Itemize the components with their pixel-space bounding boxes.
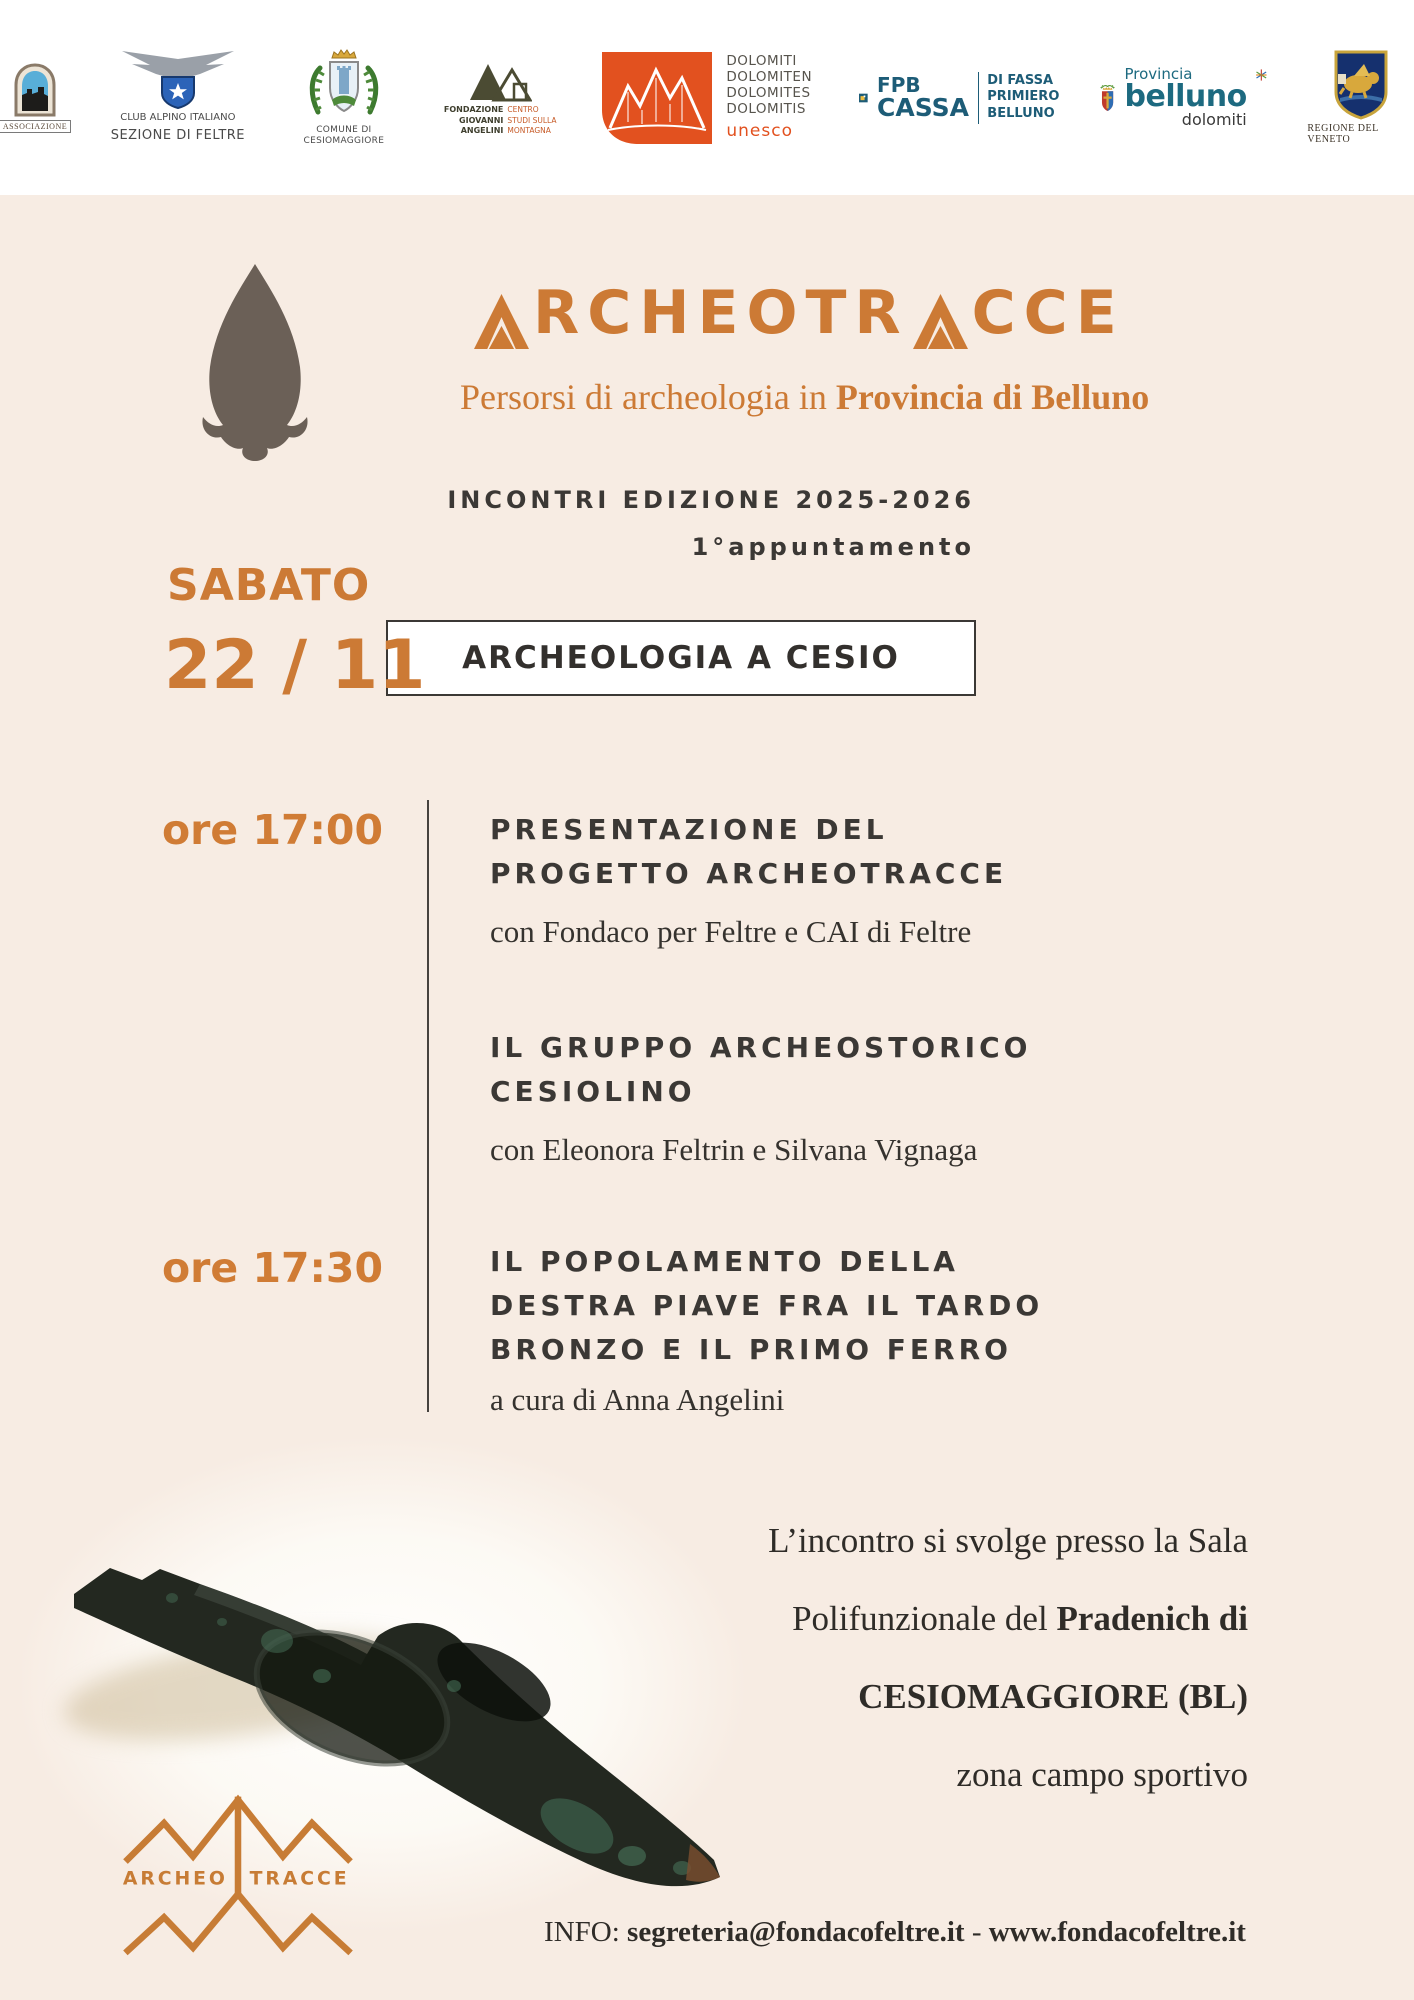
veneto-label: REGIONE DEL VENETO	[1307, 123, 1379, 145]
venue-line2	[560, 1580, 1248, 1658]
fpb-wordmark	[877, 72, 969, 122]
unesco-word-unesco: unesco	[726, 120, 793, 141]
fpb-line2: CASSA	[877, 92, 969, 122]
unesco-word-4: DOLOMITIS	[726, 100, 806, 117]
talk-3-title-line1: IL POPOLAMENTO DELLA	[490, 1245, 959, 1278]
provincia-line2: belluno	[1124, 79, 1247, 114]
angelini-r1: CENTRO	[507, 105, 539, 115]
coat-of-arms-icon	[308, 48, 380, 122]
venue-line1: L’incontro si svolge presso la Sala	[768, 1521, 1248, 1560]
provincia-wordmark	[1125, 67, 1247, 128]
talk-1-title	[490, 808, 1090, 896]
time-1700: ore 17:00	[162, 806, 383, 854]
eagle-shield-icon	[120, 51, 236, 109]
talk-1-speaker: con Fondaco per Feltre e CAI di Feltre	[490, 914, 972, 949]
angelini-line3: ANGELINI	[460, 126, 504, 136]
venue-line2-bold: Pradenich di	[1056, 1599, 1248, 1638]
info-separator: -	[964, 1916, 989, 1948]
fpb-squares-icon	[859, 70, 868, 126]
event-day: SABATO	[167, 560, 371, 611]
logo-fondazione-angelini	[442, 58, 558, 137]
talk-3-title-line3: BRONZO E IL PRIMO FERRO	[490, 1333, 1012, 1366]
mountain-a-glyph	[473, 294, 530, 349]
provincia-line3: dolomiti	[1181, 110, 1247, 129]
angelini-name	[444, 105, 504, 136]
arch-icon	[12, 63, 58, 117]
colored-star-icon	[1255, 58, 1268, 92]
title-letter: R	[533, 278, 588, 348]
event-date: 22 / 11	[164, 626, 426, 705]
venue-line4: zona campo sportivo	[956, 1755, 1248, 1794]
talk-3-title-line2: DESTRA PIAVE FRA IL TARDO	[490, 1289, 1044, 1322]
info-email: segreteria@fondacofeltre.it	[627, 1916, 965, 1948]
fpb-territory	[987, 73, 1059, 122]
sponsor-logo-band	[0, 0, 1414, 195]
angelini-r2: STUDI SULLA	[507, 115, 557, 125]
fpb-r1: DI FASSA	[987, 73, 1054, 89]
logo-fpb-cassa	[859, 70, 1059, 126]
talk-2-speaker: con Eleonora Feltrin e Silvana Vignaga	[490, 1132, 978, 1167]
edition-label: INCONTRI EDIZIONE 2025-2026	[447, 486, 975, 514]
talk-1-title-line2: PROGETTO ARCHEOTRACCE	[490, 857, 1008, 890]
logo-comune-cesiomaggiore	[286, 48, 402, 148]
title-letter: R	[854, 278, 909, 348]
logo-cai-feltre	[110, 51, 246, 144]
dolomiti-mountains-icon	[598, 52, 716, 144]
fpb-r3: BELLUNO	[987, 105, 1055, 121]
archeotracce-footer-logo	[122, 1778, 354, 1958]
talk-2-title	[490, 1026, 1090, 1114]
talk-3-title	[490, 1240, 1090, 1372]
schedule-divider-line	[427, 800, 429, 1412]
venue-text	[560, 1502, 1248, 1814]
title-letter: E	[697, 278, 747, 348]
time-1730: ore 17:30	[162, 1244, 383, 1292]
title-letter: T	[805, 278, 855, 348]
contact-info	[470, 1916, 1320, 1949]
comune-label: COMUNE DI CESIOMAGGIORE	[303, 124, 385, 146]
page-title	[470, 278, 1125, 348]
logo-dolomiti-unesco	[598, 52, 819, 144]
info-label: INFO:	[544, 1916, 628, 1948]
fpb-r2: PRIMIERO	[987, 89, 1060, 105]
event-title-box: ARCHEOLOGIA A CESIO	[386, 620, 976, 696]
angelini-subtitle	[507, 105, 556, 137]
logo-provincia-belluno	[1099, 58, 1267, 138]
talk-2-title-line2: CESIOLINO	[490, 1075, 696, 1108]
cai-line1: CLUB ALPINO ITALIANO	[120, 112, 236, 124]
angelini-line1: FONDAZIONE	[443, 105, 504, 115]
title-letter: O	[746, 278, 806, 348]
appointment-label: 1°appuntamento	[691, 533, 975, 561]
angelini-text	[444, 105, 557, 137]
venue-line3-bold: CESIOMAGGIORE (BL)	[858, 1677, 1248, 1716]
associazione-label: ASSOCIAZIONE	[0, 120, 71, 133]
veneto-lion-shield-icon	[1330, 50, 1392, 120]
unesco-word-1: DOLOMITI	[726, 53, 797, 70]
fpb-line1: FPB	[877, 72, 921, 97]
title-letter: C	[971, 278, 1024, 348]
footer-logo-archeo: ARCHEO	[122, 1868, 228, 1890]
logo-associazione-feltre	[0, 63, 70, 133]
zigzag-bottom	[128, 1894, 348, 1951]
title-letter: H	[639, 278, 698, 348]
logo-regione-veneto	[1307, 50, 1414, 145]
cai-line2: SEZIONE DI FELTRE	[110, 127, 246, 143]
unesco-word-3: DOLOMITES	[726, 84, 811, 101]
subtitle-bold: Provincia di Belluno	[835, 377, 1150, 417]
venue-line3	[560, 1658, 1248, 1736]
footer-logo-tracce: TRACCE	[249, 1868, 350, 1890]
title-letter: C	[587, 278, 640, 348]
arrowhead-icon	[198, 262, 312, 462]
talk-1-title-line1: PRESENTAZIONE DEL	[490, 813, 888, 846]
angelini-line2: GIOVANNI	[459, 115, 504, 125]
provincia-line1: Provincia	[1124, 65, 1193, 83]
unesco-word-2: DOLOMITEN	[726, 69, 813, 86]
provincia-crest-icon	[1099, 58, 1116, 138]
info-website: www.fondacofeltre.it	[988, 1916, 1246, 1948]
venue-line2-regular: Polifunzionale del	[792, 1599, 1057, 1638]
subtitle-regular: Persorsi di archeologia in	[460, 377, 836, 417]
talk-3-speaker: a cura di Anna Angelini	[490, 1382, 785, 1417]
mountains-icon	[468, 58, 532, 102]
talk-2-title-line1: IL GRUPPO ARCHEOSTORICO	[490, 1031, 1032, 1064]
angelini-r3: MONTAGNA	[507, 126, 551, 136]
title-letter: E	[1075, 278, 1125, 348]
title-letter: C	[1023, 278, 1076, 348]
unesco-wordmark	[726, 54, 812, 141]
mountain-a-glyph	[912, 294, 969, 349]
page-subtitle	[460, 376, 1149, 418]
